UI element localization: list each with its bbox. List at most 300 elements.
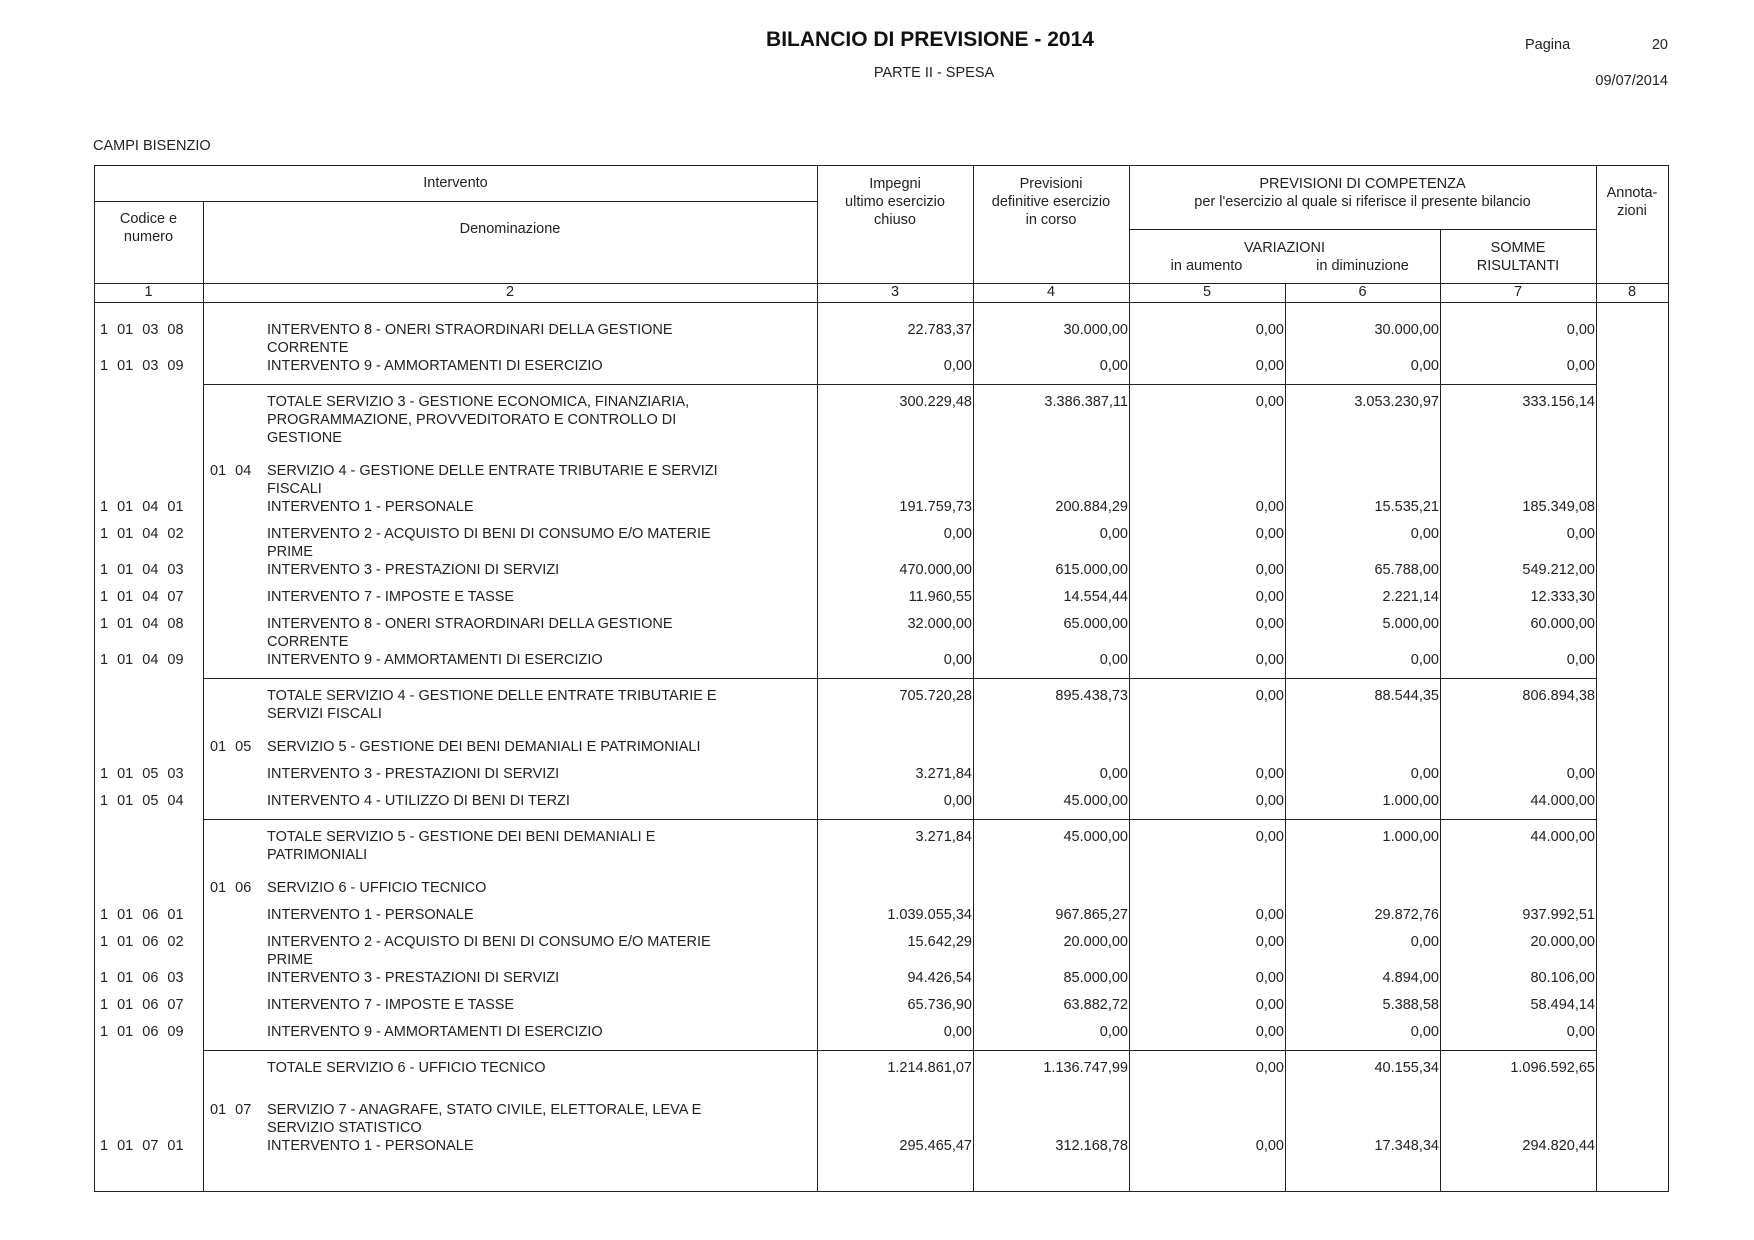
previsioni-value: 200.884,29 [1055, 499, 1128, 515]
somme-value: 0,00 [1566, 1024, 1595, 1040]
annotazioni-cell [1596, 615, 1668, 651]
previsioni-value: 1.136.747,99 [1043, 1060, 1128, 1076]
service-heading-row [94, 879, 1668, 906]
denominazione [267, 615, 817, 651]
denominazione-cell [203, 588, 817, 615]
table-row [94, 588, 1668, 615]
denominazione [267, 1137, 817, 1164]
service-heading-row [94, 462, 1668, 498]
denominazione-line: SERVIZIO 6 - UFFICIO TECNICO [267, 880, 487, 896]
denominazione [267, 933, 817, 969]
header-line: Annota- [1606, 185, 1658, 201]
impegni-value: 0,00 [943, 652, 972, 668]
diminuzione-value [1285, 462, 1440, 498]
denominazione-line: SERVIZIO 5 - GESTIONE DEI BENI DEMANIALI E PATRIMONIALI [267, 739, 701, 755]
annotazioni-cell [1596, 933, 1668, 969]
denominazione-cell [203, 1059, 817, 1086]
header-line: per l'esercizio al quale si riferisce il presente bilancio [1194, 194, 1531, 210]
previsioni-value: 615.000,00 [1055, 562, 1128, 578]
denominazione-line: INTERVENTO 9 - AMMORTAMENTI DI ESERCIZIO [267, 1024, 603, 1040]
aumento-value: 0,00 [1255, 997, 1284, 1013]
service-code [203, 1137, 267, 1164]
aumento-value [1129, 738, 1285, 765]
diminuzione-value: 0,00 [1410, 1024, 1439, 1040]
denominazione [267, 588, 817, 615]
service-code: 01 04 [210, 463, 252, 479]
denominazione-line: GESTIONE [267, 430, 342, 446]
service-code [203, 1023, 267, 1050]
denominazione-line: INTERVENTO 1 - PERSONALE [267, 499, 474, 515]
table-row [94, 561, 1668, 588]
impegni-value: 0,00 [943, 793, 972, 809]
column-number: 2 [505, 284, 515, 300]
denominazione-line: TOTALE SERVIZIO 4 - GESTIONE DELLE ENTRATE TRIBUTARIE E [267, 688, 717, 704]
aumento-value: 0,00 [1255, 589, 1284, 605]
previsioni-value: 0,00 [1099, 358, 1128, 374]
header-codice [94, 210, 203, 246]
table-row [94, 615, 1668, 651]
aumento-value [1129, 462, 1285, 498]
denominazione-line: INTERVENTO 3 - PRESTAZIONI DI SERVIZI [267, 562, 560, 578]
diminuzione-value: 65.788,00 [1374, 562, 1439, 578]
column-number: 4 [1046, 284, 1056, 300]
diminuzione-value: 1.000,00 [1382, 793, 1439, 809]
column-number: 3 [890, 284, 900, 300]
impegni-value: 3.271,84 [915, 829, 972, 845]
previsioni-value [973, 879, 1129, 906]
denominazione-cell [203, 969, 817, 996]
denominazione-line: INTERVENTO 8 - ONERI STRAORDINARI DELLA GESTIONE [267, 322, 673, 338]
code-cell [94, 828, 203, 864]
somme-value [1440, 462, 1596, 498]
table-row [94, 1023, 1668, 1050]
service-heading-row [94, 1101, 1668, 1137]
denominazione-line: INTERVENTO 8 - ONERI STRAORDINARI DELLA GESTIONE [267, 616, 673, 632]
annotazioni-cell [1596, 321, 1668, 357]
previsioni-value: 14.554,44 [1063, 589, 1128, 605]
somme-value: 937.992,51 [1522, 907, 1595, 923]
table-row [94, 498, 1668, 525]
denominazione [267, 906, 817, 933]
service-code [203, 906, 267, 933]
impegni-value [817, 462, 973, 498]
aumento-value: 0,00 [1255, 562, 1284, 578]
service-code [203, 969, 267, 996]
annotazioni-cell [1596, 879, 1668, 906]
header-line: Impegni [869, 176, 921, 192]
denominazione-cell [203, 1023, 817, 1050]
code-cell: 1 01 06 02 [100, 934, 184, 950]
impegni-value: 22.783,37 [907, 322, 972, 338]
somme-value: 80.106,00 [1530, 970, 1595, 986]
denominazione-line: SERVIZIO 7 - ANAGRAFE, STATO CIVILE, ELETTORALE, LEVA E [267, 1102, 702, 1118]
previsioni-value: 45.000,00 [1063, 793, 1128, 809]
diminuzione-value: 1.000,00 [1382, 829, 1439, 845]
denominazione-line: PRIME [267, 952, 313, 968]
diminuzione-value [1285, 1101, 1440, 1137]
diminuzione-value: 2.221,14 [1382, 589, 1439, 605]
somme-value [1440, 1101, 1596, 1137]
service-code [203, 561, 267, 588]
diminuzione-value [1285, 738, 1440, 765]
aumento-value: 0,00 [1255, 1138, 1284, 1154]
diminuzione-value: 29.872,76 [1374, 907, 1439, 923]
aumento-value: 0,00 [1255, 526, 1284, 542]
denominazione-line: INTERVENTO 3 - PRESTAZIONI DI SERVIZI [267, 766, 560, 782]
denominazione-cell [203, 498, 817, 525]
service-code [203, 996, 267, 1023]
header-line: chiuso [874, 212, 916, 228]
previsioni-value: 63.882,72 [1063, 997, 1128, 1013]
impegni-value: 11.960,55 [908, 589, 972, 605]
aumento-value: 0,00 [1255, 934, 1284, 950]
denominazione [267, 1023, 817, 1050]
denominazione-cell [203, 879, 817, 906]
denominazione [267, 687, 817, 723]
header-impegni [817, 175, 973, 229]
aumento-value: 0,00 [1255, 793, 1284, 809]
annotazioni-cell [1596, 1101, 1668, 1137]
denominazione [267, 393, 817, 447]
table-row [94, 933, 1668, 969]
service-code [203, 321, 267, 357]
service-code [203, 765, 267, 792]
diminuzione-value: 0,00 [1410, 652, 1439, 668]
diminuzione-value: 0,00 [1410, 766, 1439, 782]
denominazione-line: TOTALE SERVIZIO 5 - GESTIONE DEI BENI DEMANIALI E [267, 829, 656, 845]
denominazione-cell [203, 1101, 817, 1137]
code-cell: 1 01 05 03 [100, 766, 184, 782]
aumento-value: 0,00 [1255, 907, 1284, 923]
annotazioni-cell [1596, 462, 1668, 498]
denominazione-line: INTERVENTO 1 - PERSONALE [267, 1138, 474, 1154]
annotazioni-cell [1596, 561, 1668, 588]
denominazione-line: INTERVENTO 1 - PERSONALE [267, 907, 474, 923]
impegni-value: 0,00 [943, 526, 972, 542]
table-row [94, 525, 1668, 561]
impegni-value: 705.720,28 [899, 688, 972, 704]
impegni-value: 0,00 [943, 358, 972, 374]
column-number: 7 [1513, 284, 1523, 300]
denominazione-cell [203, 765, 817, 792]
somme-value: 12.333,30 [1530, 589, 1595, 605]
previsioni-value: 0,00 [1099, 766, 1128, 782]
table-row [94, 969, 1668, 996]
denominazione-line: PROGRAMMAZIONE, PROVVEDITORATO E CONTROLLO DI [267, 412, 677, 428]
report-date: 09/07/2014 [1595, 73, 1668, 89]
previsioni-value: 0,00 [1099, 526, 1128, 542]
code-cell: 1 01 06 07 [100, 997, 184, 1013]
impegni-value: 3.271,84 [915, 766, 972, 782]
previsioni-value [973, 1101, 1129, 1137]
diminuzione-value: 40.155,34 [1374, 1060, 1439, 1076]
service-code [203, 687, 267, 723]
denominazione [267, 792, 817, 819]
code-cell: 1 01 04 08 [100, 616, 184, 632]
annotazioni-cell [1596, 498, 1668, 525]
diminuzione-value [1285, 879, 1440, 906]
denominazione [267, 879, 817, 906]
impegni-value: 0,00 [943, 1024, 972, 1040]
denominazione-cell [203, 393, 817, 447]
somme-value: 0,00 [1566, 358, 1595, 374]
denominazione-line: INTERVENTO 9 - AMMORTAMENTI DI ESERCIZIO [267, 652, 603, 668]
previsioni-value: 3.386.387,11 [1044, 394, 1128, 410]
code-cell: 1 01 06 09 [100, 1024, 184, 1040]
table-row [94, 765, 1668, 792]
service-code [203, 498, 267, 525]
table-row [94, 1137, 1668, 1164]
annotazioni-cell [1596, 1137, 1668, 1164]
diminuzione-value: 15.535,21 [1374, 499, 1439, 515]
previsioni-value: 312.168,78 [1055, 1138, 1128, 1154]
denominazione [267, 738, 817, 765]
code-cell [94, 738, 203, 765]
aumento-value: 0,00 [1255, 499, 1284, 515]
header-line: Previsioni [1019, 176, 1083, 192]
denominazione-cell [203, 996, 817, 1023]
somme-value: 549.212,00 [1522, 562, 1595, 578]
aumento-value [1129, 879, 1285, 906]
impegni-value [817, 738, 973, 765]
column-number: 1 [144, 284, 153, 300]
header-previsioni [973, 175, 1129, 229]
code-cell: 1 01 03 09 [100, 358, 184, 374]
aumento-value: 0,00 [1255, 970, 1284, 986]
aumento-value: 0,00 [1255, 652, 1284, 668]
code-cell [94, 393, 203, 447]
header-somme [1440, 239, 1596, 275]
total-row [94, 819, 1668, 879]
page-number: 20 [1651, 37, 1668, 53]
denominazione-line: INTERVENTO 3 - PRESTAZIONI DI SERVIZI [267, 970, 560, 986]
denominazione-cell [203, 933, 817, 969]
previsioni-value: 20.000,00 [1063, 934, 1128, 950]
denominazione-cell [203, 738, 817, 765]
impegni-value: 65.736,90 [907, 997, 972, 1013]
impegni-value: 300.229,48 [899, 394, 972, 410]
service-code [203, 615, 267, 651]
aumento-value: 0,00 [1255, 616, 1284, 632]
table-row [94, 792, 1668, 819]
annotazioni-cell [1596, 687, 1668, 723]
denominazione-line: FISCALI [267, 481, 322, 497]
table-row [94, 651, 1668, 678]
diminuzione-value: 0,00 [1410, 934, 1439, 950]
diminuzione-value: 5.388,58 [1382, 997, 1439, 1013]
annotazioni-cell [1596, 765, 1668, 792]
denominazione-line: PATRIMONIALI [267, 847, 368, 863]
denominazione [267, 1059, 817, 1086]
denominazione-line: TOTALE SERVIZIO 6 - UFFICIO TECNICO [267, 1060, 546, 1076]
somme-value: 1.096.592,65 [1510, 1060, 1595, 1076]
denominazione-cell [203, 561, 817, 588]
somme-value [1440, 738, 1596, 765]
denominazione-cell [203, 357, 817, 384]
annotazioni-cell [1596, 792, 1668, 819]
denominazione [267, 1101, 817, 1137]
header-in-diminuzione: in diminuzione [1316, 258, 1409, 274]
diminuzione-value: 88.544,35 [1374, 688, 1439, 704]
denominazione-line: SERVIZIO 4 - GESTIONE DELLE ENTRATE TRIBUTARIE E SERVIZI [267, 463, 718, 479]
header-denominazione: Denominazione [459, 221, 561, 237]
service-code [203, 792, 267, 819]
diminuzione-value: 3.053.230,97 [1354, 394, 1439, 410]
header-intervento: Intervento [423, 175, 488, 191]
service-code: 01 05 [210, 739, 252, 755]
denominazione-line: INTERVENTO 2 - ACQUISTO DI BENI DI CONSUMO E/O MATERIE [267, 934, 711, 950]
diminuzione-value: 5.000,00 [1382, 616, 1439, 632]
aumento-value: 0,00 [1255, 688, 1284, 704]
annotazioni-cell [1596, 1023, 1668, 1050]
denominazione-line: CORRENTE [267, 340, 349, 356]
impegni-value: 1.039.055,34 [887, 907, 972, 923]
service-code [203, 393, 267, 447]
somme-value: 294.820,44 [1522, 1138, 1595, 1154]
previsioni-value: 45.000,00 [1063, 829, 1128, 845]
service-code [203, 1059, 267, 1086]
code-cell [94, 687, 203, 723]
code-cell: 1 01 06 03 [100, 970, 184, 986]
denominazione-cell [203, 462, 817, 498]
denominazione-cell [203, 828, 817, 864]
denominazione-line: TOTALE SERVIZIO 3 - GESTIONE ECONOMICA, FINANZIARIA, [267, 394, 690, 410]
table-row [94, 321, 1668, 357]
diminuzione-value: 17.348,34 [1374, 1138, 1439, 1154]
impegni-value: 1.214.861,07 [887, 1060, 972, 1076]
denominazione [267, 462, 817, 498]
aumento-value: 0,00 [1255, 358, 1284, 374]
total-row [94, 1050, 1668, 1101]
table-body [94, 302, 1668, 1164]
somme-value: 333.156,14 [1522, 394, 1595, 410]
impegni-value: 295.465,47 [899, 1138, 972, 1154]
header-line: RISULTANTI [1476, 258, 1560, 274]
annotazioni-cell [1596, 996, 1668, 1023]
impegni-value [817, 1101, 973, 1137]
denominazione-line: PRIME [267, 544, 313, 560]
service-code [203, 651, 267, 678]
denominazione [267, 828, 817, 864]
somme-value: 0,00 [1566, 652, 1595, 668]
header-line: in corso [1025, 212, 1077, 228]
code-cell: 1 01 04 03 [100, 562, 184, 578]
denominazione [267, 321, 817, 357]
somme-value [1440, 879, 1596, 906]
header-codice-line: Codice e [119, 211, 178, 227]
header-line: ultimo esercizio [845, 194, 945, 210]
denominazione-cell [203, 525, 817, 561]
previsioni-value: 30.000,00 [1063, 322, 1128, 338]
annotazioni-cell [1596, 588, 1668, 615]
denominazione-cell [203, 1137, 817, 1164]
service-code [203, 933, 267, 969]
header-competenza [1129, 175, 1596, 211]
denominazione [267, 969, 817, 996]
total-row [94, 678, 1668, 738]
denominazione [267, 996, 817, 1023]
denominazione-cell [203, 651, 817, 678]
code-cell: 1 01 04 07 [100, 589, 184, 605]
service-code [203, 525, 267, 561]
somme-value: 58.494,14 [1530, 997, 1595, 1013]
previsioni-value: 65.000,00 [1063, 616, 1128, 632]
denominazione-line: INTERVENTO 2 - ACQUISTO DI BENI DI CONSUMO E/O MATERIE [267, 526, 711, 542]
impegni-value: 32.000,00 [907, 616, 972, 632]
denominazione [267, 561, 817, 588]
somme-value: 806.894,38 [1522, 688, 1595, 704]
denominazione [267, 765, 817, 792]
service-code [203, 828, 267, 864]
denominazione-cell [203, 615, 817, 651]
column-number: 6 [1358, 284, 1367, 300]
annotazioni-cell [1596, 525, 1668, 561]
aumento-value: 0,00 [1255, 766, 1284, 782]
annotazioni-cell [1596, 393, 1668, 447]
code-cell [94, 462, 203, 498]
impegni-value: 191.759,73 [899, 499, 972, 515]
denominazione-line: INTERVENTO 7 - IMPOSTE E TASSE [267, 589, 515, 605]
annotazioni-cell [1596, 1059, 1668, 1086]
denominazione-line: INTERVENTO 9 - AMMORTAMENTI DI ESERCIZIO [267, 358, 603, 374]
code-cell [94, 1101, 203, 1137]
aumento-value [1129, 1101, 1285, 1137]
denominazione [267, 498, 817, 525]
annotazioni-cell [1596, 828, 1668, 864]
service-code [203, 357, 267, 384]
diminuzione-value: 0,00 [1410, 358, 1439, 374]
previsioni-value [973, 462, 1129, 498]
code-cell: 1 01 04 01 [100, 499, 184, 515]
column-number: 8 [1627, 284, 1637, 300]
denominazione-cell [203, 687, 817, 723]
somme-value: 44.000,00 [1530, 793, 1595, 809]
header-codice-line: numero [123, 229, 174, 245]
service-code [203, 588, 267, 615]
denominazione-cell [203, 792, 817, 819]
header-line: PREVISIONI DI COMPETENZA [1259, 176, 1466, 192]
aumento-value: 0,00 [1255, 829, 1284, 845]
column-number: 5 [1202, 284, 1212, 300]
denominazione-line: CORRENTE [267, 634, 349, 650]
header-in-aumento: in aumento [1170, 258, 1243, 274]
previsioni-value: 0,00 [1099, 1024, 1128, 1040]
denominazione-line: INTERVENTO 4 - UTILIZZO DI BENI DI TERZI [267, 793, 570, 809]
annotazioni-cell [1596, 357, 1668, 384]
annotazioni-cell [1596, 651, 1668, 678]
somme-value: 20.000,00 [1530, 934, 1595, 950]
denominazione [267, 525, 817, 561]
code-cell: 1 01 05 04 [100, 793, 184, 809]
code-cell: 1 01 07 01 [100, 1138, 184, 1154]
denominazione-line: SERVIZIO STATISTICO [267, 1120, 422, 1136]
somme-value: 60.000,00 [1530, 616, 1595, 632]
somme-value: 0,00 [1566, 526, 1595, 542]
denominazione-cell [203, 906, 817, 933]
service-code: 01 07 [210, 1102, 252, 1118]
aumento-value: 0,00 [1255, 394, 1284, 410]
previsioni-value [973, 738, 1129, 765]
previsioni-value: 967.865,27 [1055, 907, 1128, 923]
aumento-value: 0,00 [1255, 322, 1284, 338]
code-cell: 1 01 03 08 [100, 322, 184, 338]
header-variazioni: VARIAZIONI [1243, 240, 1326, 256]
header-line: definitive esercizio [991, 194, 1111, 210]
impegni-value: 15.642,29 [907, 934, 972, 950]
table-row [94, 906, 1668, 933]
header-line: SOMME [1490, 240, 1546, 256]
denominazione [267, 651, 817, 678]
